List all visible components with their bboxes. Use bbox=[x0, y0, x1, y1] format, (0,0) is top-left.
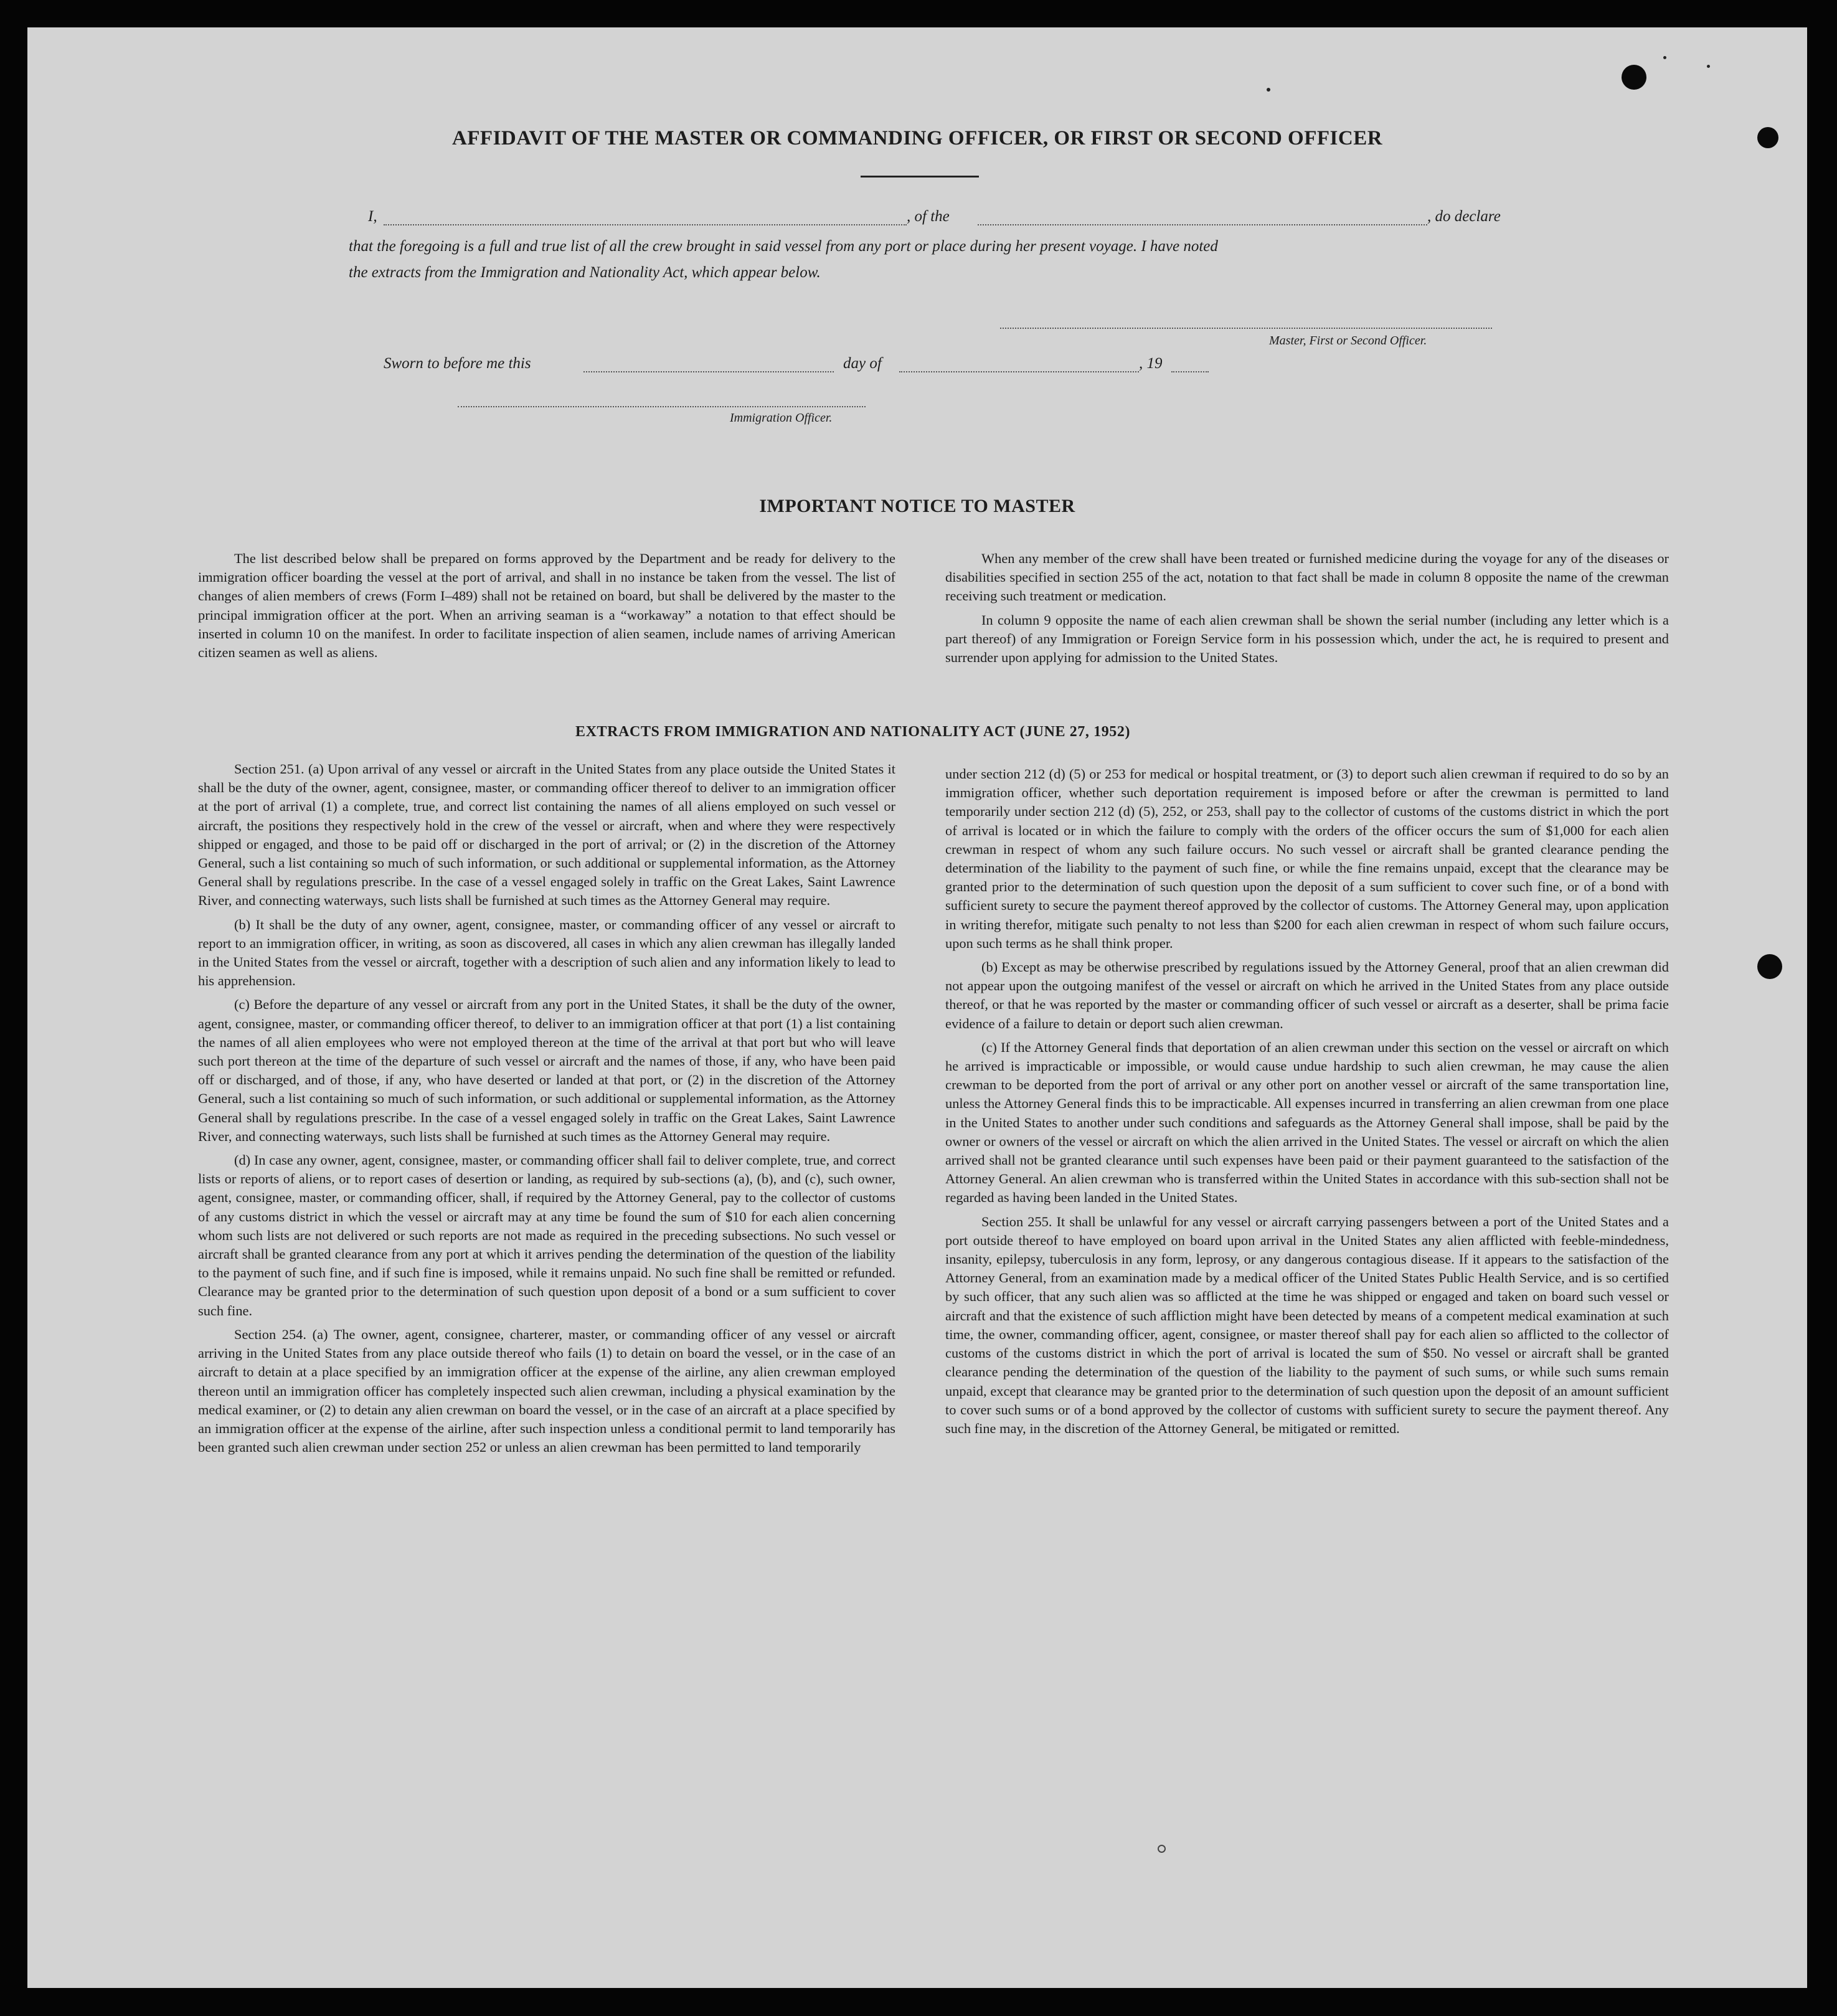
extracts-right-column bbox=[945, 765, 1669, 1443]
sworn-year-blank[interactable] bbox=[1171, 371, 1209, 372]
section-paragraph: under section 212 (d) (5) or 253 for medical or hospital treatment, or (3) to deport such alien crewman if required to do so by an immigration officer, whether such deportation requirement is imposed before or after the crewman is permitted to land temporarily under section 212 (d) (5), 252, or 253, shall pay to the collector of customs of the customs district in which the port of arrival is located or in which the failure to comply with the orders of the officer occurs the sum of $1,000 for each alien crewman in respect of whom any such failure occurs. No such vessel or aircraft shall be granted clearance pending the determination of the liability to the payment of such fine, or while the fine remains unpaid, except that the clearance may be granted prior to the determination of such question upon the deposit of a sum sufficient to cover such fine, or of a bond with sufficient surety to secure the payment thereof approved by the collector of customs. The Attorney General may, upon application in writing therefor, mitigate such penalty to not less than $200 for each alien crewman in respect of whom such failure occurs, upon such terms as he shall think proper. bbox=[945, 766, 1669, 951]
sworn-month-blank[interactable] bbox=[899, 371, 1139, 372]
statement-line-1: that the foregoing is a full and true list of all the crew brought in said vessel from any port or place during her present voyage. I have noted bbox=[349, 238, 1218, 255]
dust-speck bbox=[1707, 65, 1710, 68]
section-paragraph: (b) It shall be the duty of any owner, agent, consignee, master, or commanding officer of any vessel or aircraft to report to an immigration officer, in writing, as soon as discovered, all cases in which any alien crewman has illegally landed in the United States from the vessel or aircraft, together with a description of such alien and any information likely to lead to his apprehension. bbox=[198, 916, 895, 989]
title-divider bbox=[861, 176, 979, 177]
section-paragraph: (b) Except as may be otherwise prescribed by regulations issued by the Attorney General, proof that an alien crewman did not appear upon the outgoing manifest of the vessel or aircraft on which he arrived in the United States from any place outside thereof, or that he was reported by the master or commanding officer of such vessel or aircraft as a deserter, shall be prima facie evidence of a failure to detain or deport such alien crewman. bbox=[945, 959, 1669, 1031]
document-page bbox=[27, 27, 1807, 1988]
officer-signature-line[interactable] bbox=[458, 406, 866, 407]
punch-hole-top bbox=[1622, 65, 1646, 90]
notice-title: IMPORTANT NOTICE TO MASTER bbox=[759, 496, 1075, 516]
officer-signature-caption: Immigration Officer. bbox=[730, 411, 833, 425]
master-signature-line[interactable] bbox=[1000, 328, 1492, 329]
statement-line-2: the extracts from the Immigration and Nationality Act, which appear below. bbox=[349, 264, 821, 281]
notice-right-column bbox=[945, 549, 1669, 672]
section-paragraph: (d) In case any owner, agent, consignee, master, or commanding officer shall fail to deliver complete, true, and correct lists or reports of aliens, or to report cases of desertion or landing, as required by sub-sections (a), (b), and (c), such owner, agent, consignee, master, or commanding officer, shall, if required by the Attorney General, pay to the collector of customs of any customs district in which the vessel or aircraft may at any time be found the sum of $10 for each alien concerning whom such lists are not delivered or such reports are not made as required in the preceding subsections. No such vessel or aircraft shall be granted clearance from any port at which it arrives pending the determination of the question of the liability to the payment of such fine, and if such fine is imposed, while it remains unpaid. No such fine shall be remitted or refunded. Clearance may be granted prior to the determination of such question upon deposit of a bond or a sum sufficient to cover such fine. bbox=[198, 1152, 895, 1318]
do-declare-label: , do declare bbox=[1427, 208, 1501, 225]
section-paragraph: Section 255. It shall be unlawful for any vessel or aircraft carrying passengers between a port of the United States and a port outside thereof to have employed on board upon arrival in the United States any alien afflicted with feeble-mindedness, insanity, epilepsy, tuberculosis in any form, leprosy, or any dangerous contagious disease. If it appears to the satisfaction of the Attorney General, from an examination made by a medical officer of the United States Public Health Service, and is so certified by such officer, that any such alien was so afflicted at the time he was shipped or engaged and taken on board such vessel or aircraft and that the existence of such affliction might have been detected by means of a competent medical examination at such time, the owner, commanding officer, agent, consignee, or master thereof shall pay for each alien so afflicted to the collector of customs of the customs district in which the port of arrival is located the sum of $50. No vessel or aircraft shall be granted clearance pending the determination of the question of the liability to the payment of such sums, or while such sums remain unpaid, except that clearance may be granted prior to the determination of such question upon the deposit of an amount sufficient to cover such sums or of a bond approved by the collector of customs with sufficient surety to secure the payment thereof. Any such fine may, in the discretion of the Attorney General, be mitigated or remitted. bbox=[945, 1213, 1669, 1436]
affidavit-title: AFFIDAVIT OF THE MASTER OR COMMANDING OFFICER, OR FIRST OR SECOND OFFICER bbox=[451, 127, 1383, 149]
notice-paragraph: When any member of the crew shall have been treated or furnished medicine during the voyage for any of the diseases or disabilities specified in section 255 of the act, notation to that fact shall be made in column 8 opposite the name of the crewman receiving such treatment or medication. bbox=[945, 551, 1669, 604]
notice-paragraph: In column 9 opposite the name of each alien crewman shall be shown the serial number (including any letter which is a part thereof) of any Immigration or Foreign Service form in his possession which, under the act, he is required to present and surrender upon applying for admission to the United States. bbox=[945, 612, 1669, 666]
dust-speck bbox=[1663, 56, 1666, 59]
punch-hole-middle bbox=[1757, 954, 1782, 979]
section-paragraph: Section 251. (a) Upon arrival of any vessel or aircraft in the United States from any place outside the United States it shall be the duty of the owner, agent, consignee, master, or commanding officer thereof to deliver to an immigration officer at the port of arrival (1) a complete, true, and correct list containing the names of all aliens employed on such vessel or aircraft, the positions they respectively hold in the crew of the vessel or aircraft, when and where they were respectively shipped or engaged, and those to be paid off or discharged in the port of arrival; or (2) in the discretion of the Attorney General, such a list containing so much of such information, or such additional or supplemental information, as the Attorney General shall by regulations prescribe. In the case of a vessel engaged solely in traffic on the Great Lakes, Saint Lawrence River, and connecting waterways, such lists shall be furnished at such times as the Attorney General may require. bbox=[198, 761, 895, 909]
declare-i-label: I, bbox=[368, 208, 377, 225]
year-label: , 19 bbox=[1139, 355, 1163, 372]
sworn-day-blank[interactable] bbox=[583, 371, 834, 372]
section-paragraph: Section 254. (a) The owner, agent, consignee, charterer, master, or commanding officer of any vessel or aircraft arriving in the United States from any place outside thereof who fails (1) to detain on board the vessel, or in the case of an aircraft to detain at a place specified by an immigration officer at the expense of the airline, any alien crewman employed thereon until an immigration officer has completely inspected such alien crewman, including a physical examination by the medical examiner, or (2) to detain any alien crewman on board the vessel, or in the case of an aircraft at a place specified by an immigration officer at the expense of the airline, after such inspection unless a conditional permit to land temporarily has been granted such alien crewman under section 252 or unless an alien crewman has been permitted to land temporarily bbox=[198, 1326, 895, 1455]
notice-paragraph: The list described below shall be prepared on forms approved by the Department and be ready for delivery to the immigration officer boarding the vessel at the port of arrival, and shall in no instance be taken from the vessel. The list of changes of alien members of crews (Form I–489) shall not be retained on board, but shall be delivered by the master to the principal immigration officer at the port. When an arriving seaman is a “workaway” a notation to that effect should be inserted in column 10 on the manifest. In order to facilitate inspection of alien seamen, include names of arriving American citizen seamen as well as aliens. bbox=[198, 551, 895, 661]
day-of-label: day of bbox=[843, 355, 882, 372]
notice-left-column bbox=[198, 549, 895, 667]
extracts-left-column bbox=[198, 760, 895, 1462]
section-paragraph: (c) Before the departure of any vessel or aircraft from any port in the United States, it shall be the duty of the owner, agent, consignee, master, or commanding officer thereof, to deliver to an immigration officer at that port (1) a list containing the names of all alien employees who were not employed thereon at the time of the arrival at that port but who will leave such port thereon at the time of the departure of such vessel or aircraft and the names of those, if any, who have been paid off or discharged, and of those, if any, who have deserted or landed at that port, or (2) in the discretion of the Attorney General, such a list containing so much of such information, or such additional or supplemental information, as the Attorney General shall by regulations prescribe. In the case of a vessel engaged solely in traffic on the Great Lakes, Saint Lawrence River, and connecting waterways, such lists shall be furnished at such times as the Attorney General may require. bbox=[198, 996, 895, 1144]
of-the-label: , of the bbox=[907, 208, 950, 225]
dust-speck bbox=[1158, 1845, 1166, 1853]
name-blank-line[interactable] bbox=[384, 224, 907, 225]
section-paragraph: (c) If the Attorney General finds that deportation of an alien crewman under this section on the vessel or aircraft on which he arrived is impracticable or impossible, or would cause undue hardship to such alien crewman, he may cause the alien crewman to be deported from the port of arrival or any other port on another vessel or aircraft of the same transportation line, unless the Attorney General finds this to be impracticable. All expenses incurred in transferring an alien crewman from one place in the United States to another under such conditions and safeguards as the Attorney General shall impose, shall be paid by the owner or owners of the vessel or aircraft on which the alien arrived in the United States. The vessel or aircraft on which the alien arrived shall not be granted clearance until such expenses have been paid or their payment guaranteed to the satisfaction of the Attorney General. An alien crewman who is transferred within the United States in accordance with this sub-section shall not be regarded as having been landed in the United States. bbox=[945, 1039, 1669, 1206]
dust-speck bbox=[1267, 88, 1270, 92]
vessel-blank-line[interactable] bbox=[978, 224, 1427, 225]
sworn-to-label: Sworn to before me this bbox=[384, 355, 531, 372]
extracts-title: EXTRACTS FROM IMMIGRATION AND NATIONALITY ACT (JUNE 27, 1952) bbox=[575, 724, 1131, 740]
master-signature-caption: Master, First or Second Officer. bbox=[1269, 334, 1427, 348]
